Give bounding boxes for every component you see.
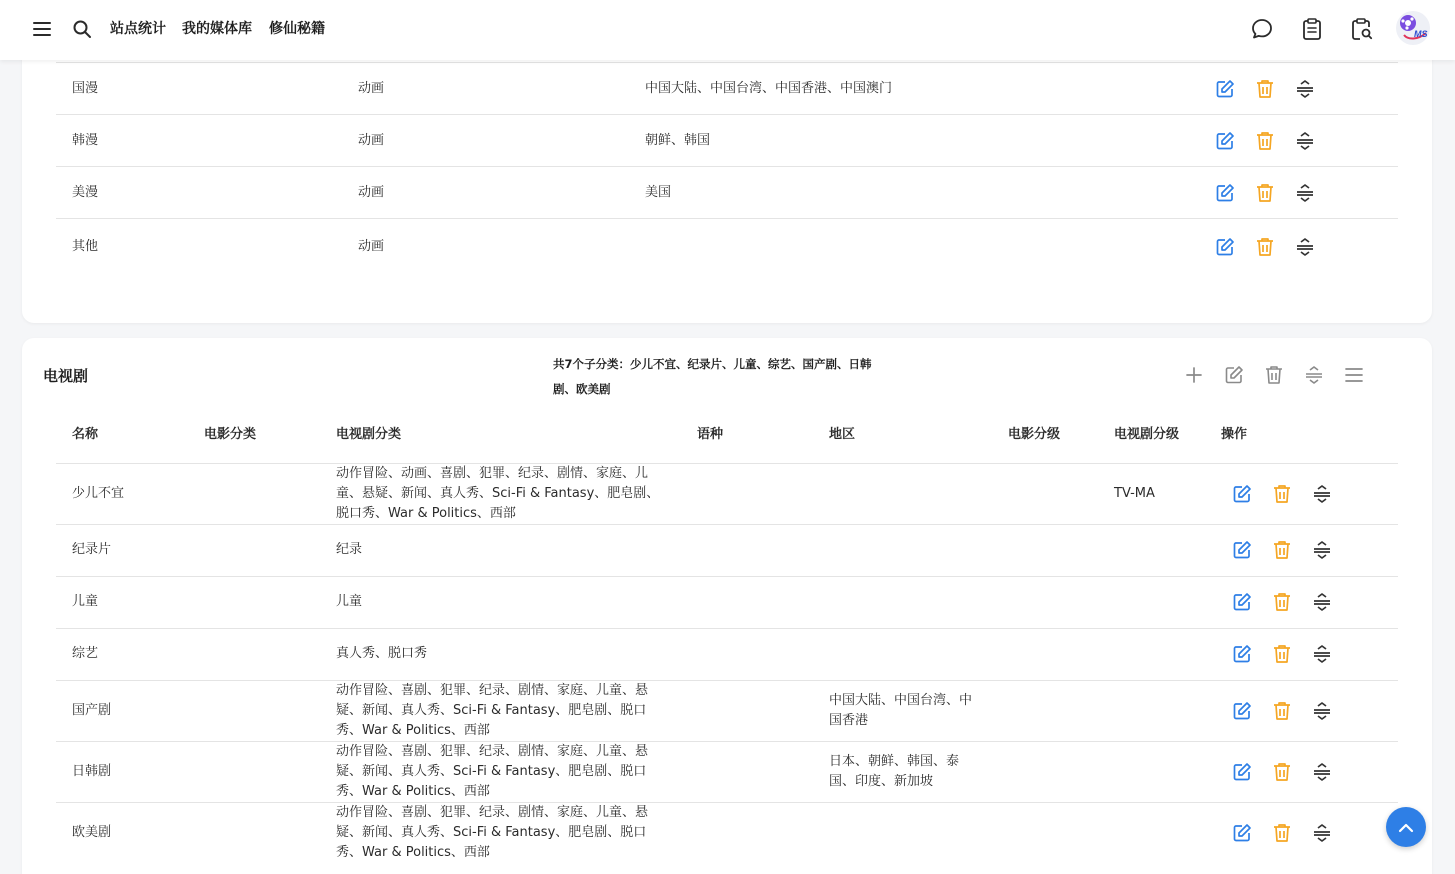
- category-type: 动画: [358, 239, 385, 254]
- drag-sort-icon[interactable]: [1311, 483, 1333, 505]
- category-name: 其他: [72, 239, 99, 254]
- subcategory-summary: 共7个子分类：少儿不宜、纪录片、儿童、综艺、国产剧、日韩剧、欧美剧: [553, 357, 872, 396]
- category-region: 中国大陆、中国台湾、中国香港、中国澳门: [645, 81, 893, 96]
- table-row: [56, 115, 1398, 167]
- region: 中国大陆、中国台湾、中国香港: [829, 693, 973, 728]
- table-row: [56, 63, 1398, 115]
- drag-sort-icon[interactable]: [1311, 539, 1333, 561]
- column-header[interactable]: 电视剧分类: [336, 427, 402, 442]
- drag-sort-icon[interactable]: [1311, 761, 1333, 783]
- table-header: [56, 425, 1398, 464]
- edit-icon[interactable]: [1231, 591, 1253, 613]
- delete-icon[interactable]: [1271, 483, 1293, 505]
- edit-icon[interactable]: [1214, 182, 1236, 204]
- table-row: [56, 525, 1398, 577]
- drag-sort-icon[interactable]: [1311, 591, 1333, 613]
- delete-icon[interactable]: [1254, 182, 1276, 204]
- menu-icon[interactable]: [29, 16, 55, 42]
- category-region: 美国: [645, 185, 672, 200]
- tv-rating: TV-MA: [1114, 486, 1155, 501]
- scroll-to-top-button[interactable]: [1386, 807, 1426, 847]
- drag-sort-icon[interactable]: [1294, 236, 1316, 258]
- tv-genre: 真人秀、脱口秀: [336, 646, 428, 661]
- tv-category-card: [22, 338, 1432, 874]
- column-header[interactable]: 电影分级: [1008, 427, 1061, 442]
- tv-genre: 纪录: [336, 542, 363, 557]
- tv-genre: 儿童: [336, 594, 363, 609]
- drag-sort-icon[interactable]: [1311, 822, 1333, 844]
- edit-icon[interactable]: [1214, 130, 1236, 152]
- category-name: 儿童: [72, 594, 99, 609]
- category-name: 日韩剧: [72, 764, 112, 779]
- edit-icon[interactable]: [1231, 822, 1253, 844]
- category-type: 动画: [358, 81, 385, 96]
- category-type: 动画: [358, 133, 385, 148]
- column-header: 操作: [1221, 427, 1248, 442]
- edit-icon[interactable]: [1231, 700, 1253, 722]
- delete-icon[interactable]: [1262, 363, 1286, 387]
- category-name: 国产剧: [72, 703, 112, 718]
- edit-icon[interactable]: [1214, 236, 1236, 258]
- column-header[interactable]: 电视剧分级: [1114, 427, 1180, 442]
- delete-icon[interactable]: [1271, 761, 1293, 783]
- edit-icon[interactable]: [1231, 539, 1253, 561]
- edit-icon[interactable]: [1231, 483, 1253, 505]
- category-name: 少儿不宜: [72, 486, 125, 501]
- drag-sort-icon[interactable]: [1294, 78, 1316, 100]
- edit-icon[interactable]: [1214, 78, 1236, 100]
- delete-icon[interactable]: [1271, 700, 1293, 722]
- category-region: 朝鲜、韩国: [645, 133, 711, 148]
- drag-sort-icon[interactable]: [1302, 363, 1326, 387]
- table-row: [56, 681, 1398, 742]
- drag-sort-icon[interactable]: [1311, 700, 1333, 722]
- table-row: [56, 629, 1398, 681]
- table-row: [56, 167, 1398, 219]
- column-header[interactable]: 语种: [697, 427, 724, 442]
- list-icon[interactable]: [1342, 363, 1366, 387]
- category-type: 动画: [358, 185, 385, 200]
- tv-genre: 动作冒险、喜剧、犯罪、纪录、剧情、家庭、儿童、悬疑、新闻、真人秀、Sci-Fi & Fantasy、肥皂剧、脱口秀、War & Politics、西部: [336, 744, 649, 799]
- nav-media-library[interactable]: 我的媒体库: [182, 21, 252, 37]
- tv-genre: 动作冒险、动画、喜剧、犯罪、纪录、剧情、家庭、儿童、悬疑、新闻、真人秀、Sci-Fi & Fantasy、肥皂剧、脱口秀、War & Politics、西部: [336, 466, 660, 521]
- add-icon[interactable]: [1182, 363, 1206, 387]
- avatar[interactable]: [1396, 11, 1430, 45]
- nav-cultivation-guide[interactable]: 修仙秘籍: [269, 21, 325, 37]
- table-row: [56, 577, 1398, 629]
- svg-text:MS: MS: [1414, 29, 1428, 39]
- drag-sort-icon[interactable]: [1294, 182, 1316, 204]
- clipboard-search-icon[interactable]: [1349, 16, 1375, 42]
- delete-icon[interactable]: [1271, 539, 1293, 561]
- search-icon[interactable]: [69, 16, 95, 42]
- edit-icon[interactable]: [1231, 761, 1253, 783]
- category-name: 韩漫: [72, 133, 99, 148]
- category-name: 国漫: [72, 81, 99, 96]
- delete-icon[interactable]: [1271, 591, 1293, 613]
- column-header[interactable]: 电影分类: [204, 427, 257, 442]
- delete-icon[interactable]: [1254, 130, 1276, 152]
- table-row: [56, 803, 1398, 864]
- delete-icon[interactable]: [1254, 78, 1276, 100]
- delete-icon[interactable]: [1254, 236, 1276, 258]
- column-header[interactable]: 地区: [829, 427, 856, 442]
- section-title: 电视剧: [43, 367, 89, 385]
- tv-genre: 动作冒险、喜剧、犯罪、纪录、剧情、家庭、儿童、悬疑、新闻、真人秀、Sci-Fi & Fantasy、肥皂剧、脱口秀、War & Politics、西部: [336, 805, 649, 860]
- table-row: [56, 219, 1398, 271]
- clipboard-icon[interactable]: [1299, 16, 1325, 42]
- category-name: 美漫: [72, 185, 99, 200]
- category-name: 纪录片: [72, 542, 112, 557]
- edit-icon[interactable]: [1222, 363, 1246, 387]
- category-name: 综艺: [72, 646, 99, 661]
- tv-genre: 动作冒险、喜剧、犯罪、纪录、剧情、家庭、儿童、悬疑、新闻、真人秀、Sci-Fi & Fantasy、肥皂剧、脱口秀、War & Politics、西部: [336, 683, 649, 738]
- nav-site-stats[interactable]: 站点统计: [110, 21, 166, 37]
- table-row: [56, 742, 1398, 803]
- drag-sort-icon[interactable]: [1311, 643, 1333, 665]
- delete-icon[interactable]: [1271, 643, 1293, 665]
- drag-sort-icon[interactable]: [1294, 130, 1316, 152]
- table-row: [56, 464, 1398, 525]
- edit-icon[interactable]: [1231, 643, 1253, 665]
- column-header[interactable]: 名称: [72, 427, 99, 442]
- category-name: 欧美剧: [72, 825, 112, 840]
- region: 日本、朝鲜、韩国、泰国、印度、新加坡: [829, 754, 960, 789]
- delete-icon[interactable]: [1271, 822, 1293, 844]
- chevron-up-icon: [1398, 818, 1414, 837]
- top-bar: [0, 0, 1455, 60]
- message-icon[interactable]: [1249, 16, 1275, 42]
